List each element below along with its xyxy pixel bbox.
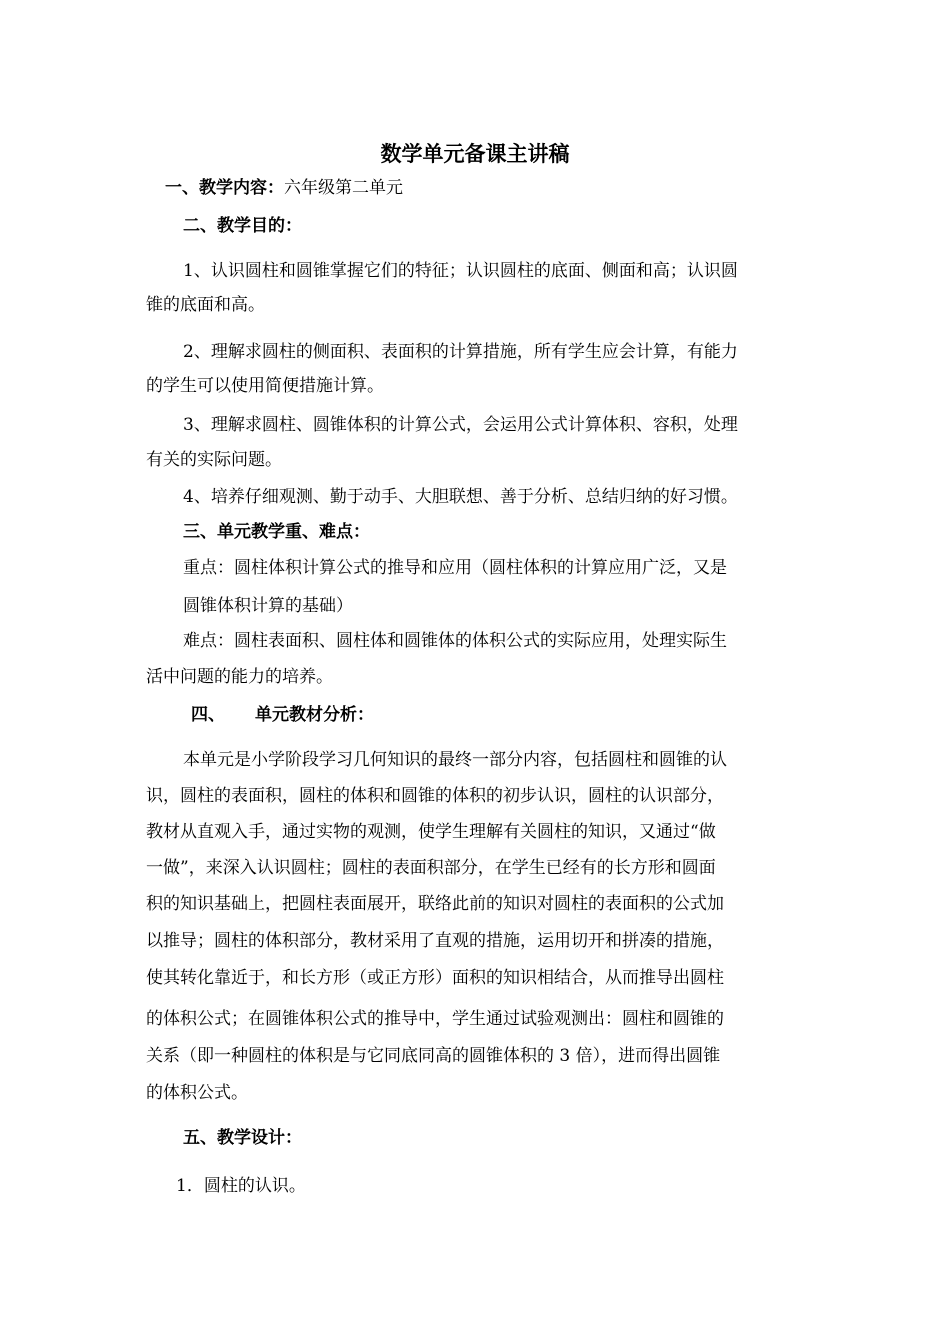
section-2-heading: 二、教学目的： [183,216,302,236]
goal-3-line-1: 3、理解求圆柱、圆锥体积的计算公式，会运用公式计算体积、容积，处理 [183,415,738,435]
section-4-heading [191,705,374,725]
analysis-line-3: 教材从直观入手，通过实物的观测，使学生理解有关圆柱的知识，又通过“做 [146,822,716,842]
teaching-content-line [165,178,403,198]
goal-3-line-2: 有关的实际问题。 [146,450,282,470]
goal-1-line-2: 锥的底面和高。 [146,295,265,315]
section-3-heading: 三、单元教学重、难点： [183,522,370,542]
analysis-line-9: 关系（即一种圆柱的体积是与它同底同高的圆锥体积的 3 倍），进而得出圆锥 [146,1046,721,1066]
key-points-line-1: 重点：圆柱体积计算公式的推导和应用（圆柱体积的计算应用广泛，又是 [183,558,727,578]
analysis-line-8: 的体积公式；在圆锥体积公式的推导中，学生通过试验观测出：圆柱和圆锥的 [146,1009,724,1029]
analysis-line-4: 一做”，来深入认识圆柱；圆柱的表面积部分，在学生已经有的长方形和圆面 [146,858,716,878]
key-points-line-2: 圆锥体积计算的基础） [183,596,353,616]
section-5-heading: 五、教学设计： [183,1128,302,1148]
difficulties-line-1: 难点：圆柱表面积、圆柱体和圆锥体的体积公式的实际应用，处理实际生 [183,631,727,651]
goal-4-line-1: 4、培养仔细观测、勤于动手、大胆联想、善于分析、总结归纳的好习惯。 [183,487,738,507]
analysis-line-5: 积的知识基础上，把圆柱表面展开，联络此前的知识对圆柱的表面积的公式加 [146,894,724,914]
design-item-1: 1．圆柱的认识。 [176,1176,306,1196]
document-title: 数学单元备课主讲稿 [380,141,570,166]
goal-1-line-1: 1、认识圆柱和圆锥掌握它们的特征；认识圆柱的底面、侧面和高；认识圆 [183,261,738,281]
section-4-title: 单元教材分析： [255,705,374,725]
analysis-line-1: 本单元是小学阶段学习几何知识的最终一部分内容，包括圆柱和圆锥的认 [183,750,727,770]
goal-2-line-1: 2、理解求圆柱的侧面积、表面积的计算措施，所有学生应会计算，有能力 [183,342,738,362]
analysis-line-7: 使其转化靠近于，和长方形（或正方形）面积的知识相结合，从而推导出圆柱 [146,968,724,988]
analysis-line-10: 的体积公式。 [146,1083,248,1103]
teaching-content-value: 六年级第二单元 [284,178,403,198]
difficulties-line-2: 活中问题的能力的培养。 [146,667,333,687]
section-1-heading: 一、教学内容： [165,178,284,198]
section-4-number: 四、 [191,705,225,725]
analysis-line-6: 以推导；圆柱的体积部分，教材采用了直观的措施，运用切开和拼凑的措施， [146,931,724,951]
goal-2-line-2: 的学生可以使用简便措施计算。 [146,376,384,396]
analysis-line-2: 识，圆柱的表面积，圆柱的体积和圆锥的体积的初步认识，圆柱的认识部分， [146,786,724,806]
